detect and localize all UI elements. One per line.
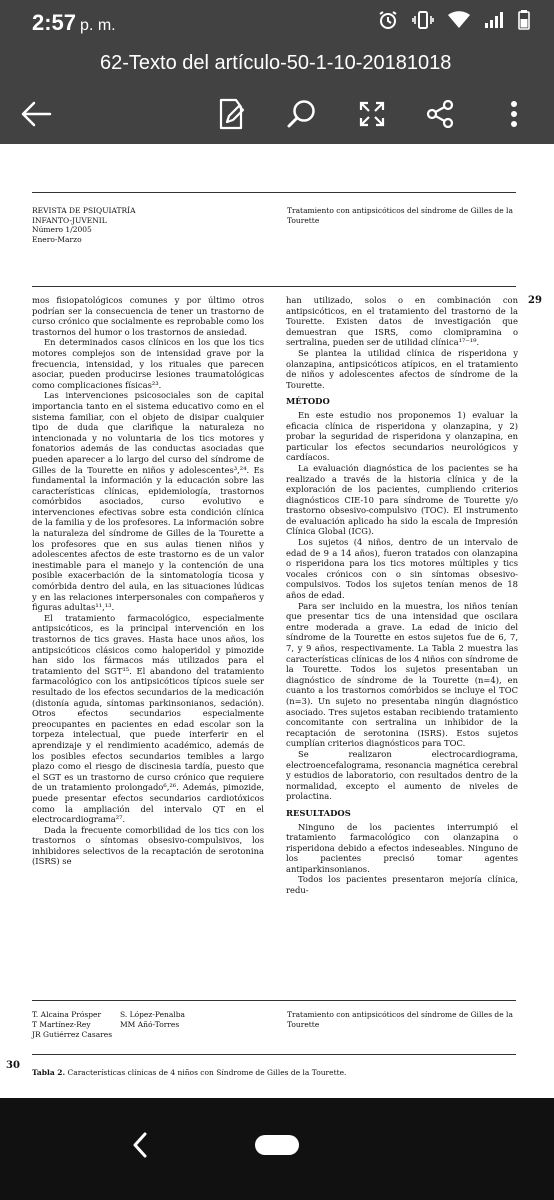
status-bar bbox=[0, 0, 554, 40]
edit-document-icon bbox=[217, 98, 247, 130]
table-caption bbox=[32, 1068, 346, 1077]
header-rule-bottom bbox=[32, 286, 516, 287]
paragraph: han utilizado, solos o en combinación con antipsicóticos, en el tratamiento del trastorno de la Tourette. Existen datos de investigación que demuestran que ISRS, como clomipramina o sertralina, pueden ser de utilidad clínica¹⁷⁻¹⁹. bbox=[286, 295, 518, 348]
journal-name-line: REVISTA DE PSIQUIATRÍA bbox=[32, 206, 136, 215]
paragraph: La evaluación diagnóstica de los pacientes se ha realizado a través de la historia clínica y de la exploración de los pacientes, cumpliendo criterios diagnósticos CIE-10 para síndrome de Tourette y/o trastorno obsesivo-compulsivo (TOC). El instrumento de evaluación aplicado ha sido la escala de Impresión Clínica Global (ICG). bbox=[286, 462, 518, 537]
signal-icon bbox=[484, 11, 504, 29]
paragraph: Se realizaron electrocardiograma, electroencefalograma, resonancia magnética cerebral y estudios de laboratorio, con resultados dentro de la normalidad, excepto el aumento de niveles de prolactina. bbox=[286, 748, 518, 802]
pdf-page-30 bbox=[0, 938, 554, 1098]
status-time-suffix: p. m. bbox=[80, 17, 116, 34]
status-time bbox=[32, 10, 116, 36]
vibrate-icon bbox=[412, 10, 434, 30]
more-vertical-icon bbox=[510, 100, 518, 128]
header-rule-bottom bbox=[32, 1054, 516, 1055]
right-column bbox=[286, 295, 518, 896]
paragraph: mos fisiopatológicos comunes y por último otros podrían ser la consecuencia de tener un trastorno de curso crónico que socialmente es reprobable como los trastornos del humor o los trastornos de ansiedad. bbox=[32, 295, 264, 337]
pdf-page-29 bbox=[0, 148, 554, 938]
paragraph: Para ser incluido en la muestra, los niños tenían que presentar tics de una intensidad que oscilara entre moderada a grave. La edad de inicio del síndrome de la Tourette en estos sujetos fue de 6, 7, 7, y 9 años, respectivamente. La Tabla 2 muestra las características clínicas de los 4 niños con síndrome de la Tourette. Todos los sujetos presentaban un diagnóstico de síndrome de la Tourette (n=4), en cuanto a los trastornos comórbidos se incluye el TOC (n=3). Un sujeto no presentaba ningún diagnóstico asociado. Tres sujetos estaban recibiendo tratamiento concomitante con sertralina un inhibidor de la recaptación de serotonina (ISRS). Estos sujetos cumplían criterios diagnósticos para TOC. bbox=[286, 600, 518, 749]
header-rule-top bbox=[32, 1000, 516, 1001]
status-time-value: 2:57 bbox=[32, 10, 77, 35]
paragraph: Se plantea la utilidad clínica de risperidona y olanzapina, antipsicóticos atípicos, en el tratamiento de niños y adolescentes afectos de síndrome de la Tourette. bbox=[286, 347, 518, 390]
navigation-bar bbox=[0, 1098, 554, 1200]
paragraph: Ninguno de los pacientes interrumpió el tratamiento farmacológico con olanzapina o risperidona debido a efectos indeseables. Ninguno de los pacientes precisó tomar agentes antiparkinsonianos. bbox=[286, 821, 518, 874]
author: S. López-Penalba bbox=[120, 1010, 185, 1019]
edit-button[interactable] bbox=[212, 94, 252, 134]
alarm-icon bbox=[378, 10, 398, 30]
table-caption-label: Tabla 2. bbox=[32, 1068, 66, 1077]
page-number: 29 bbox=[528, 295, 542, 306]
nav-back-button[interactable] bbox=[128, 1130, 152, 1160]
search-button[interactable] bbox=[282, 94, 322, 134]
author: MM Añó-Torres bbox=[120, 1020, 180, 1029]
section-heading-results: RESULTADOS bbox=[286, 807, 351, 818]
paragraph: Los sujetos (4 niños, dentro de un intervalo de edad de 9 a 14 años), fueron tratados con olanzapina o risperidona para los tics motores múltiples y tics vocales crónicos con o sin síntomas obsesivo-compulsivos. Todos los sujetos tenían menos de 18 años de edad. bbox=[286, 537, 518, 601]
table-caption-text: Características clínicas de 4 niños con Síndrome de Gilles de la Tourette. bbox=[65, 1068, 347, 1077]
paragraph: Todos los pacientes presentaron mejoría clínica, redu- bbox=[286, 874, 518, 896]
header-rule-top bbox=[32, 192, 516, 193]
status-icons bbox=[378, 10, 530, 30]
article-running-title: Tratamiento con antipsicóticos del síndrome de Gilles de la Tourette bbox=[287, 1010, 513, 1029]
arrow-left-icon bbox=[20, 100, 52, 128]
journal-issue: Número 1/2005 bbox=[32, 225, 92, 234]
document-title: 62-Texto del artículo-50-1-10-20181018 bbox=[100, 52, 452, 74]
share-button[interactable] bbox=[420, 94, 460, 134]
page-number: 30 bbox=[6, 1060, 20, 1071]
expand-icon bbox=[358, 100, 386, 128]
author: T. Alcaina Prósper bbox=[32, 1010, 102, 1019]
left-column bbox=[32, 295, 264, 867]
article-running-title: Tratamiento con antipsicóticos del síndrome de Gilles de la Tourette bbox=[287, 206, 513, 225]
app-bar bbox=[0, 40, 554, 144]
journal-date: Enero-Marzo bbox=[32, 234, 82, 244]
chevron-left-icon bbox=[128, 1130, 152, 1160]
journal-name-line: INFANTO-JUVENIL bbox=[32, 215, 107, 225]
section-heading-method: MÉTODO bbox=[286, 396, 330, 407]
author: JR Gutiérrez Casares bbox=[32, 1030, 113, 1039]
paragraph: Las intervenciones psicosociales son de capital importancia tanto en el sistema educativo como en el sistema familiar, con el objeto de disipar cualquier tipo de duda que clarifique la naturaleza no intencionada y no voluntaria de los tics motores y fonatorios además de las conductas asociadas que pueden aparecer a lo largo del curso del síndrome de Gilles de la Tourette en niños y adolescentes³,²⁴. Es fundamental la información y la educación sobre las características clínicas, epidemiología, trastornos comórbidos asociados, curso evolutivo e intervenciones efectivas sobre esta condición clínica de la familia y de los profesores. La información sobre la naturaleza del síndrome de Gilles de la Tourette a los profesores que en sus aulas tienen niños y adolescentes afectos de este trastorno es de un valor inestimable para el manejo y la contención de una posible exacerbación de la sintomatología ticosa y comórbida dentro del aula, en las situaciones lúdicas y en las relaciones interpersonales con compañeros y figuras adultas¹¹,¹³. bbox=[32, 390, 264, 613]
more-options-button[interactable] bbox=[494, 94, 534, 134]
nav-home-button[interactable] bbox=[255, 1135, 299, 1155]
paragraph: Dada la frecuente comorbilidad de los tics con los trastornos o síntomas obsesivo-compulsivos, los inhibidores selectivos de la recaptación de serotonina (ISRS) se bbox=[32, 824, 264, 867]
search-icon bbox=[287, 99, 317, 129]
fullscreen-button[interactable] bbox=[352, 94, 392, 134]
authors-list bbox=[32, 1010, 240, 1040]
wifi-icon bbox=[448, 11, 470, 29]
back-button[interactable] bbox=[16, 94, 56, 134]
paragraph: En este estudio nos proponemos 1) evaluar la eficacia clínica de risperidona y olanzapina, y 2) probar la seguridad de risperidona y olanzapina, en particular los efectos secundarios neurológicos y cardíacos. bbox=[286, 409, 518, 463]
paragraph: El tratamiento farmacológico, especialmente antipsicóticos, es la principal intervención en los trastornos de tics graves. Hasta hace unos años, los antipsicóticos clásicos como haloperidol y pimozide han sido los fármacos más utilizados para el tratamiento del SGT¹⁵. El abandono del tratamiento farmacológico con los antipsicóticos típicos suele ser resultado de los efectos secundarios de la medicación (distonía aguda, síntomas parkinsonianos, sedación). Otros efectos secundarios especialmente preocupantes en pacientes en edad escolar son la torpeza intelectual, que puede interferir en el aprendizaje y el rendimiento académico, además de los posibles efectos secundarios temibles a largo plazo como el riesgo de discinesia tardía, puesto que el SGT es un trastorno de curso crónico que requiere de un tratamiento prolongado⁶,²⁶. Además, pimozide, puede presentar efectos secundarios cardiotóxicos como la ampliación del intervalo QT en el electrocardiograma²⁷. bbox=[32, 612, 264, 825]
share-icon bbox=[425, 99, 455, 129]
paragraph: En determinados casos clínicos en los que los tics motores complejos son de intensidad grave por la frecuencia, intensidad, y los rituales que parecen asociar, pueden producirse lesiones traumatológicas como complicaciones físicas²³. bbox=[32, 337, 264, 390]
battery-icon bbox=[518, 10, 530, 30]
author: T Martínez-Rey bbox=[32, 1020, 91, 1029]
journal-header bbox=[32, 206, 136, 244]
